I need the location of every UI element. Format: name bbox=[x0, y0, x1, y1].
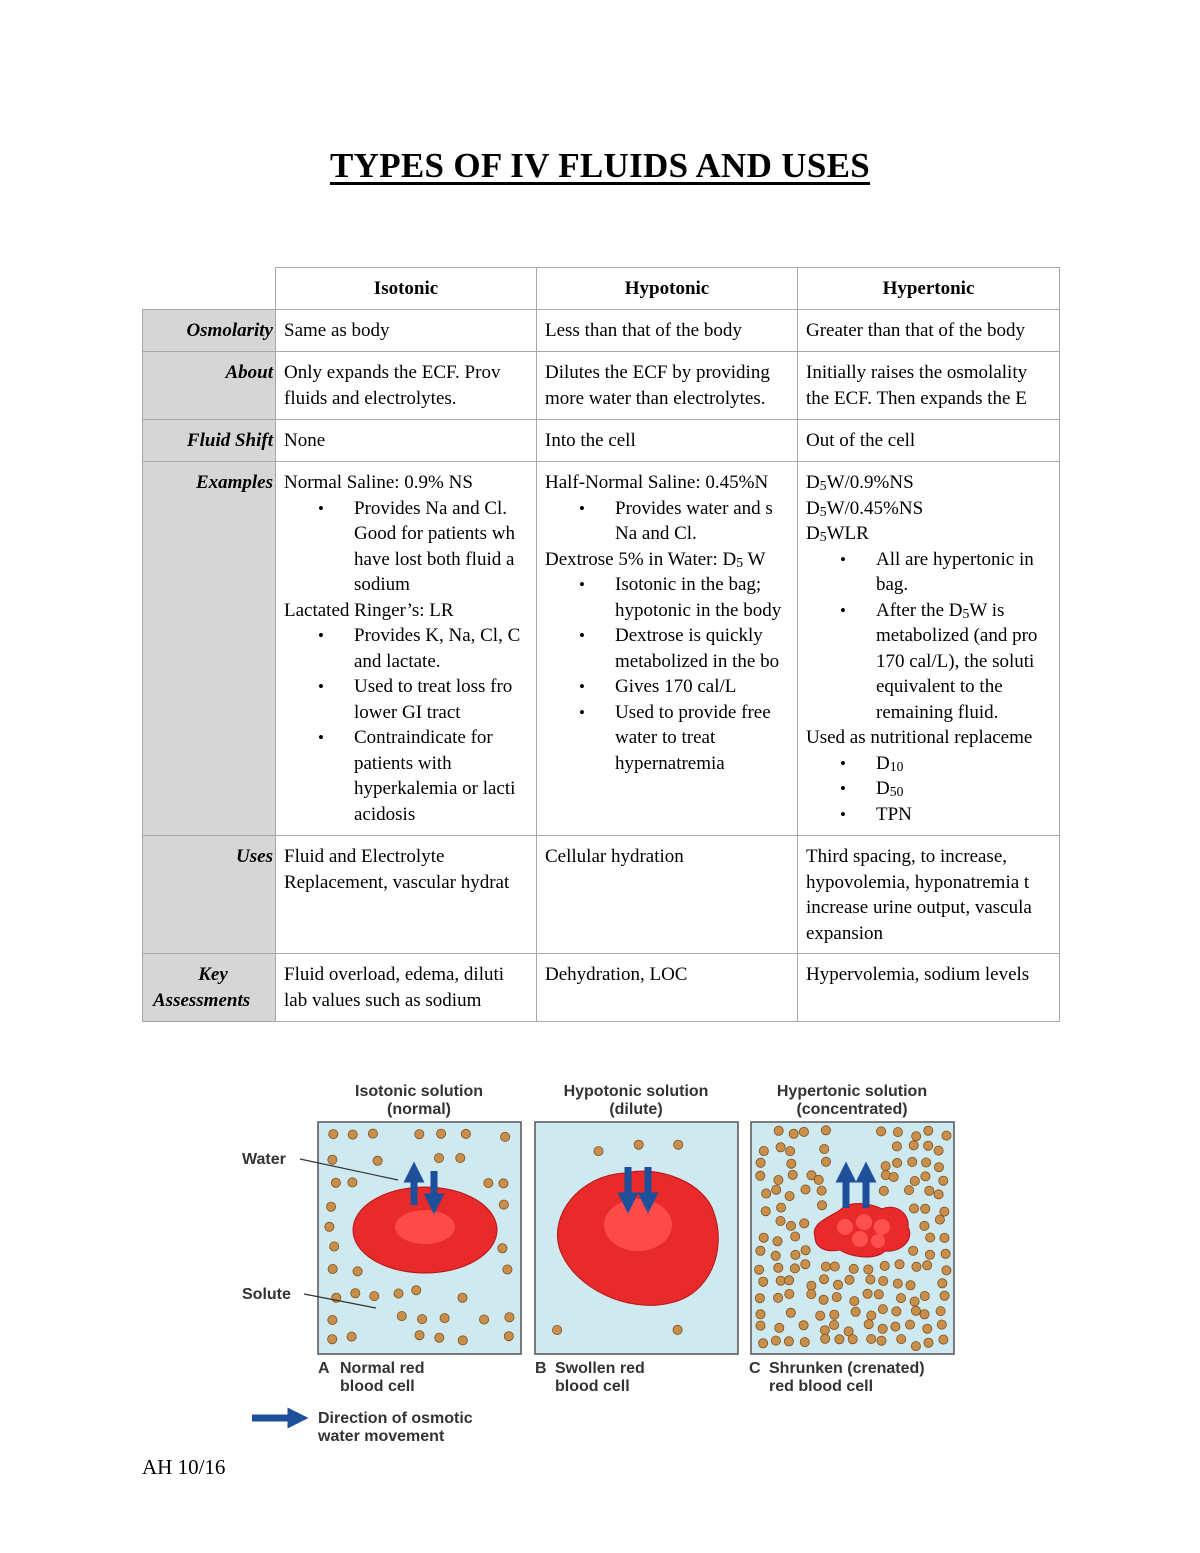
solute-dot bbox=[801, 1246, 810, 1255]
iv-fluids-table bbox=[142, 267, 1060, 1022]
solute-dot bbox=[553, 1325, 562, 1334]
solute-dot bbox=[923, 1324, 932, 1333]
solute-dot bbox=[786, 1147, 795, 1156]
osmosis-figure bbox=[230, 1075, 970, 1455]
panel-subtitle-isotonic: (normal) bbox=[387, 1101, 451, 1118]
solute-dot bbox=[771, 1251, 780, 1260]
solute-dot bbox=[867, 1334, 876, 1343]
solute-dot bbox=[924, 1338, 933, 1347]
cell-uses-isotonic: Fluid and Electrolyte Replacement, vascular hydrat bbox=[276, 836, 537, 954]
bullet-item: • Gives 170 cal/L bbox=[545, 674, 797, 700]
solute-dot bbox=[816, 1311, 825, 1320]
solute-dot bbox=[776, 1216, 785, 1225]
solute-dot bbox=[505, 1313, 514, 1322]
cell-fluid-shift-hypotonic: Into the cell bbox=[537, 420, 798, 462]
solute-dot bbox=[879, 1276, 888, 1285]
bullet-item: • All are hypertonic in bag. bbox=[806, 547, 1059, 598]
caption-letter-c: C bbox=[749, 1360, 761, 1377]
solute-dot bbox=[935, 1215, 944, 1224]
solute-dot bbox=[937, 1320, 946, 1329]
header-isotonic: Isotonic bbox=[276, 268, 537, 310]
solute-dot bbox=[504, 1332, 513, 1341]
solute-dot bbox=[878, 1305, 887, 1314]
solute-dot bbox=[877, 1336, 886, 1345]
solute-dot bbox=[594, 1147, 603, 1156]
solute-dot bbox=[924, 1141, 933, 1150]
solute-dot bbox=[895, 1260, 904, 1269]
solute-dot bbox=[415, 1331, 424, 1340]
corner-cell bbox=[143, 268, 276, 310]
header-hypertonic: Hypertonic bbox=[798, 268, 1060, 310]
solute-dot bbox=[893, 1279, 902, 1288]
solute-dot bbox=[458, 1336, 467, 1345]
solute-dot bbox=[789, 1129, 798, 1138]
caption-c-line1: Shrunken (crenated) bbox=[769, 1360, 925, 1377]
cell-examples-isotonic: Normal Saline: 0.9% NS • Provides Na and Cl. Good for patients wh have lost both fluid a sodium Lactated Ringer’s: LR • Provides K, Na, Cl, C and lactate. • Used to treat loss fro lower GI tract • Contraindicate for patients with hyperkalemia or lacti acidosis bbox=[276, 462, 537, 836]
solute-dot bbox=[920, 1310, 929, 1319]
bullet-item: • Used to provide free water to treat hypernatremia bbox=[545, 700, 797, 777]
header-hypotonic: Hypotonic bbox=[537, 268, 798, 310]
solute-dot bbox=[845, 1275, 854, 1284]
solute-dot bbox=[787, 1159, 796, 1168]
solute-dot bbox=[833, 1280, 842, 1289]
solute-dot bbox=[896, 1294, 905, 1303]
solute-dot bbox=[814, 1175, 823, 1184]
solute-dot bbox=[941, 1249, 950, 1258]
solute-dot bbox=[673, 1325, 682, 1334]
solute-dot bbox=[912, 1132, 921, 1141]
solute-dot bbox=[772, 1185, 781, 1194]
solute-dot bbox=[880, 1261, 889, 1270]
solute-dot bbox=[911, 1306, 920, 1315]
solute-dot bbox=[864, 1320, 873, 1329]
solute-dot bbox=[774, 1263, 783, 1272]
cell-osmolarity-isotonic: Same as body bbox=[276, 310, 537, 352]
solute-dot bbox=[412, 1286, 421, 1295]
solute-dot bbox=[328, 1155, 337, 1164]
solute-dot bbox=[934, 1163, 943, 1172]
bullet-item: • Contraindicate for patients with hyperkalemia or lacti acidosis bbox=[284, 725, 536, 827]
solute-dot bbox=[370, 1292, 379, 1301]
table-row-key-assessment bbox=[143, 954, 1060, 1022]
panel-title-hypotonic: Hypotonic solution bbox=[563, 1083, 709, 1100]
solute-dot bbox=[910, 1176, 919, 1185]
solute-dot bbox=[807, 1281, 816, 1290]
solute-dot bbox=[761, 1207, 770, 1216]
solute-dot bbox=[756, 1246, 765, 1255]
bullet-item: • Provides water and s Na and Cl. bbox=[545, 496, 797, 547]
bullet-item: • After the D5W is metabolized (and pro 170 cal/L), the soluti equivalent to the remaining fluid. bbox=[806, 598, 1059, 726]
solute-dot bbox=[791, 1250, 800, 1259]
solute-dot bbox=[800, 1338, 809, 1347]
caption-c-line2: red blood cell bbox=[769, 1378, 874, 1395]
solute-dot bbox=[755, 1294, 764, 1303]
solute-label: Solute bbox=[242, 1286, 291, 1303]
cell-uses-hypotonic: Cellular hydration bbox=[537, 836, 798, 954]
cell-examples-hypotonic: Half-Normal Saline: 0.45%N • Provides water and s Na and Cl. Dextrose 5% in Water: D5 W • Isotonic in the bag; hypotonic in the body • Dextrose is quickly metabolized in the bo • Gives 170 cal/L • Used to provide free water to treat hypernatremia bbox=[537, 462, 798, 836]
solute-dot bbox=[353, 1267, 362, 1276]
solute-dot bbox=[924, 1126, 933, 1135]
solute-dot bbox=[774, 1126, 783, 1135]
cell-osmolarity-hypotonic: Less than that of the body bbox=[537, 310, 798, 352]
row-label-uses: Uses bbox=[143, 836, 276, 954]
solute-dot bbox=[786, 1221, 795, 1230]
solute-dot bbox=[905, 1320, 914, 1329]
solute-dot bbox=[785, 1192, 794, 1201]
solute-dot bbox=[939, 1176, 948, 1185]
solute-dot bbox=[934, 1146, 943, 1155]
solute-dot bbox=[774, 1175, 783, 1184]
solute-dot bbox=[498, 1244, 507, 1253]
solute-dot bbox=[484, 1179, 493, 1188]
solute-dot bbox=[503, 1265, 512, 1274]
solute-dot bbox=[821, 1157, 830, 1166]
solute-dot bbox=[867, 1311, 876, 1320]
solute-dot bbox=[910, 1297, 919, 1306]
solute-dot bbox=[348, 1130, 357, 1139]
cell-examples-hypertonic: D5W/0.9%NS D5W/0.45%NS D5WLR • All are hypertonic in bag. • After the D5W is metabolized (and pro 170 cal/L), the soluti equivalent to the remaining fluid. Used as nutritional replaceme • D10 • D50 • TPN bbox=[798, 462, 1060, 836]
solute-dot bbox=[435, 1333, 444, 1342]
solute-dot bbox=[821, 1334, 830, 1343]
solute-dot bbox=[328, 1264, 337, 1273]
solute-dot bbox=[759, 1146, 768, 1155]
solute-dot bbox=[773, 1237, 782, 1246]
solute-dot bbox=[418, 1315, 427, 1324]
solute-dot bbox=[878, 1324, 887, 1333]
solute-dot bbox=[499, 1200, 508, 1209]
caption-b-line1: Swollen red bbox=[555, 1360, 645, 1377]
table-row-examples bbox=[143, 462, 1060, 836]
solute-dot bbox=[892, 1142, 901, 1151]
solute-dot bbox=[874, 1290, 883, 1299]
cell-uses-hypertonic: Third spacing, to increase, hypovolemia, hyponatremia t increase urine output, vascula expansion bbox=[798, 836, 1060, 954]
row-label-key-assessment: Key Assessments bbox=[143, 954, 276, 1022]
solute-dot bbox=[835, 1335, 844, 1344]
solute-dot bbox=[786, 1308, 795, 1317]
solute-dot bbox=[909, 1204, 918, 1213]
solute-dot bbox=[801, 1260, 810, 1269]
solute-dot bbox=[759, 1277, 768, 1286]
bullet-item: • Used to treat loss fro lower GI tract bbox=[284, 674, 536, 725]
caption-b-line2: blood cell bbox=[555, 1378, 630, 1395]
solute-dot bbox=[784, 1337, 793, 1346]
solute-dot bbox=[912, 1262, 921, 1271]
table-row-fluid-shift bbox=[143, 420, 1060, 462]
solute-dot bbox=[911, 1342, 920, 1351]
solute-dot bbox=[756, 1310, 765, 1319]
solute-dot bbox=[331, 1178, 340, 1187]
solute-dot bbox=[906, 1281, 915, 1290]
solute-dot bbox=[807, 1290, 816, 1299]
row-label-about: About bbox=[143, 352, 276, 420]
solute-dot bbox=[785, 1276, 794, 1285]
solute-dot bbox=[877, 1127, 886, 1136]
solute-dot bbox=[820, 1144, 829, 1153]
solute-dot bbox=[774, 1293, 783, 1302]
solute-dot bbox=[942, 1131, 951, 1140]
solute-dot bbox=[776, 1143, 785, 1152]
solute-dot bbox=[756, 1158, 765, 1167]
solute-dot bbox=[849, 1264, 858, 1273]
solute-dot bbox=[893, 1128, 902, 1137]
cell-about-isotonic: Only expands the ECF. Prov fluids and electrolytes. bbox=[276, 352, 537, 420]
solute-dot bbox=[908, 1157, 917, 1166]
solute-dot bbox=[817, 1201, 826, 1210]
solute-dot bbox=[920, 1291, 929, 1300]
osmosis-diagram bbox=[230, 1075, 970, 1455]
solute-dot bbox=[830, 1262, 839, 1271]
solute-dot bbox=[771, 1336, 780, 1345]
bullet-item: • D50 bbox=[806, 776, 1059, 802]
cell-fluid-shift-isotonic: None bbox=[276, 420, 537, 462]
bullet-item: • Provides K, Na, Cl, C and lactate. bbox=[284, 623, 536, 674]
cell-about-hypotonic: Dilutes the ECF by providing more water than electrolytes. bbox=[537, 352, 798, 420]
solute-dot bbox=[415, 1130, 424, 1139]
solute-dot bbox=[501, 1132, 510, 1141]
bullet-item: • Dextrose is quickly metabolized in the bo bbox=[545, 623, 797, 674]
solute-dot bbox=[788, 1170, 797, 1179]
solute-dot bbox=[892, 1307, 901, 1316]
bullet-item: • Provides Na and Cl. Good for patients wh have lost both fluid a sodium bbox=[284, 496, 536, 598]
solute-dot bbox=[458, 1293, 467, 1302]
solute-dot bbox=[864, 1265, 873, 1274]
solute-dot bbox=[938, 1279, 947, 1288]
solute-dot bbox=[499, 1179, 508, 1188]
solute-dot bbox=[925, 1186, 934, 1195]
solute-dot bbox=[327, 1202, 336, 1211]
solute-dot bbox=[851, 1307, 860, 1316]
solute-dot bbox=[373, 1156, 382, 1165]
solute-dot bbox=[881, 1162, 890, 1171]
solute-dot bbox=[819, 1295, 828, 1304]
solute-dot bbox=[820, 1326, 829, 1335]
row-label-examples: Examples bbox=[143, 462, 276, 836]
solute-dot bbox=[830, 1310, 839, 1319]
solute-dot bbox=[819, 1275, 828, 1284]
solute-dot bbox=[480, 1315, 489, 1324]
solute-dot bbox=[889, 1172, 898, 1181]
solute-dot bbox=[942, 1266, 951, 1275]
solute-dot bbox=[348, 1178, 357, 1187]
solute-dot bbox=[848, 1335, 857, 1344]
normal-red-blood-cell bbox=[353, 1187, 497, 1273]
solute-dot bbox=[368, 1129, 377, 1138]
solute-dot bbox=[934, 1190, 943, 1199]
solute-dot bbox=[925, 1250, 934, 1259]
bullet-item: • Isotonic in the bag; hypotonic in the body bbox=[545, 572, 797, 623]
solute-dot bbox=[434, 1153, 443, 1162]
solute-dot bbox=[866, 1275, 875, 1284]
solute-dot bbox=[891, 1322, 900, 1331]
caption-a-line2: blood cell bbox=[340, 1378, 415, 1395]
solute-dot bbox=[634, 1140, 643, 1149]
solute-dot bbox=[755, 1265, 764, 1274]
bullet-item: • TPN bbox=[806, 802, 1059, 828]
caption-a-line1: Normal red bbox=[340, 1360, 425, 1377]
panel-subtitle-hypotonic: (dilute) bbox=[609, 1101, 663, 1118]
bullet-item: • D10 bbox=[806, 751, 1059, 777]
cell-key-assessment-isotonic: Fluid overload, edema, diluti lab values such as sodium bbox=[276, 954, 537, 1022]
solute-dot bbox=[394, 1289, 403, 1298]
solute-dot bbox=[328, 1315, 337, 1324]
solute-dot bbox=[940, 1291, 949, 1300]
solute-dot bbox=[397, 1312, 406, 1321]
solute-dot bbox=[922, 1158, 931, 1167]
solute-dot bbox=[909, 1246, 918, 1255]
solute-dot bbox=[330, 1242, 339, 1251]
solute-dot bbox=[799, 1127, 808, 1136]
row-label-osmolarity: Osmolarity bbox=[143, 310, 276, 352]
solute-dot bbox=[921, 1204, 930, 1213]
solute-dot bbox=[790, 1264, 799, 1273]
solute-dot bbox=[904, 1186, 913, 1195]
solute-dot bbox=[830, 1320, 839, 1329]
cell-key-assessment-hypertonic: Hypervolemia, sodium levels bbox=[798, 954, 1060, 1022]
legend-line2: water movement bbox=[318, 1428, 445, 1445]
cell-fluid-shift-hypertonic: Out of the cell bbox=[798, 420, 1060, 462]
solute-dot bbox=[461, 1129, 470, 1138]
panel-title-isotonic: Isotonic solution bbox=[355, 1083, 483, 1100]
caption-letter-a: A bbox=[318, 1360, 330, 1377]
solute-dot bbox=[437, 1129, 446, 1138]
panel-title-hypertonic: Hypertonic solution bbox=[776, 1083, 928, 1100]
solute-dot bbox=[756, 1171, 765, 1180]
solute-dot bbox=[440, 1314, 449, 1323]
solute-dot bbox=[799, 1321, 808, 1330]
solute-dot bbox=[777, 1203, 786, 1212]
table-row-uses bbox=[143, 836, 1060, 954]
footer-note: AH 10/16 bbox=[142, 1455, 226, 1479]
solute-dot bbox=[759, 1339, 768, 1348]
solute-dot bbox=[921, 1172, 930, 1181]
solute-dot bbox=[936, 1307, 945, 1316]
cell-osmolarity-hypertonic: Greater than that of the body bbox=[798, 310, 1060, 352]
solute-dot bbox=[940, 1233, 949, 1242]
solute-dot bbox=[674, 1140, 683, 1149]
solute-dot bbox=[920, 1221, 929, 1230]
page-title: TYPES OF IV FLUIDS AND USES bbox=[329, 146, 871, 185]
solute-dot bbox=[939, 1335, 948, 1344]
solute-dot bbox=[776, 1276, 785, 1285]
solute-dot bbox=[347, 1332, 356, 1341]
cell-key-assessment-hypotonic: Dehydration, LOC bbox=[537, 954, 798, 1022]
solute-dot bbox=[879, 1186, 888, 1195]
table-row-osmolarity bbox=[143, 310, 1060, 352]
solute-dot bbox=[759, 1233, 768, 1242]
solute-dot bbox=[756, 1321, 765, 1330]
solute-dot bbox=[785, 1289, 794, 1298]
header-row bbox=[143, 268, 1060, 310]
solute-dot bbox=[897, 1335, 906, 1344]
solute-dot bbox=[351, 1289, 360, 1298]
solute-dot bbox=[791, 1232, 800, 1241]
solute-dot bbox=[926, 1233, 935, 1242]
water-label: Water bbox=[242, 1151, 286, 1168]
legend-line1: Direction of osmotic bbox=[318, 1410, 473, 1427]
solute-dot bbox=[832, 1293, 841, 1302]
solute-dot bbox=[821, 1126, 830, 1135]
solute-dot bbox=[821, 1262, 830, 1271]
solute-dot bbox=[762, 1189, 771, 1198]
solute-dot bbox=[775, 1323, 784, 1332]
solute-dot bbox=[893, 1158, 902, 1167]
table-row-about bbox=[143, 352, 1060, 420]
panel-subtitle-hypertonic: (concentrated) bbox=[796, 1101, 908, 1118]
solute-dot bbox=[456, 1153, 465, 1162]
solute-dot bbox=[863, 1289, 872, 1298]
solute-dot bbox=[850, 1297, 859, 1306]
solute-dot bbox=[817, 1186, 826, 1195]
caption-letter-b: B bbox=[535, 1360, 547, 1377]
solute-dot bbox=[329, 1130, 338, 1139]
solute-dot bbox=[800, 1219, 809, 1228]
solute-dot bbox=[328, 1335, 337, 1344]
solute-dot bbox=[923, 1261, 932, 1270]
solute-dot bbox=[325, 1222, 334, 1231]
solute-dot bbox=[801, 1185, 810, 1194]
solute-dot bbox=[909, 1141, 918, 1150]
row-label-fluid-shift: Fluid Shift bbox=[143, 420, 276, 462]
cell-about-hypertonic: Initially raises the osmolality the ECF. Then expands the E bbox=[798, 352, 1060, 420]
